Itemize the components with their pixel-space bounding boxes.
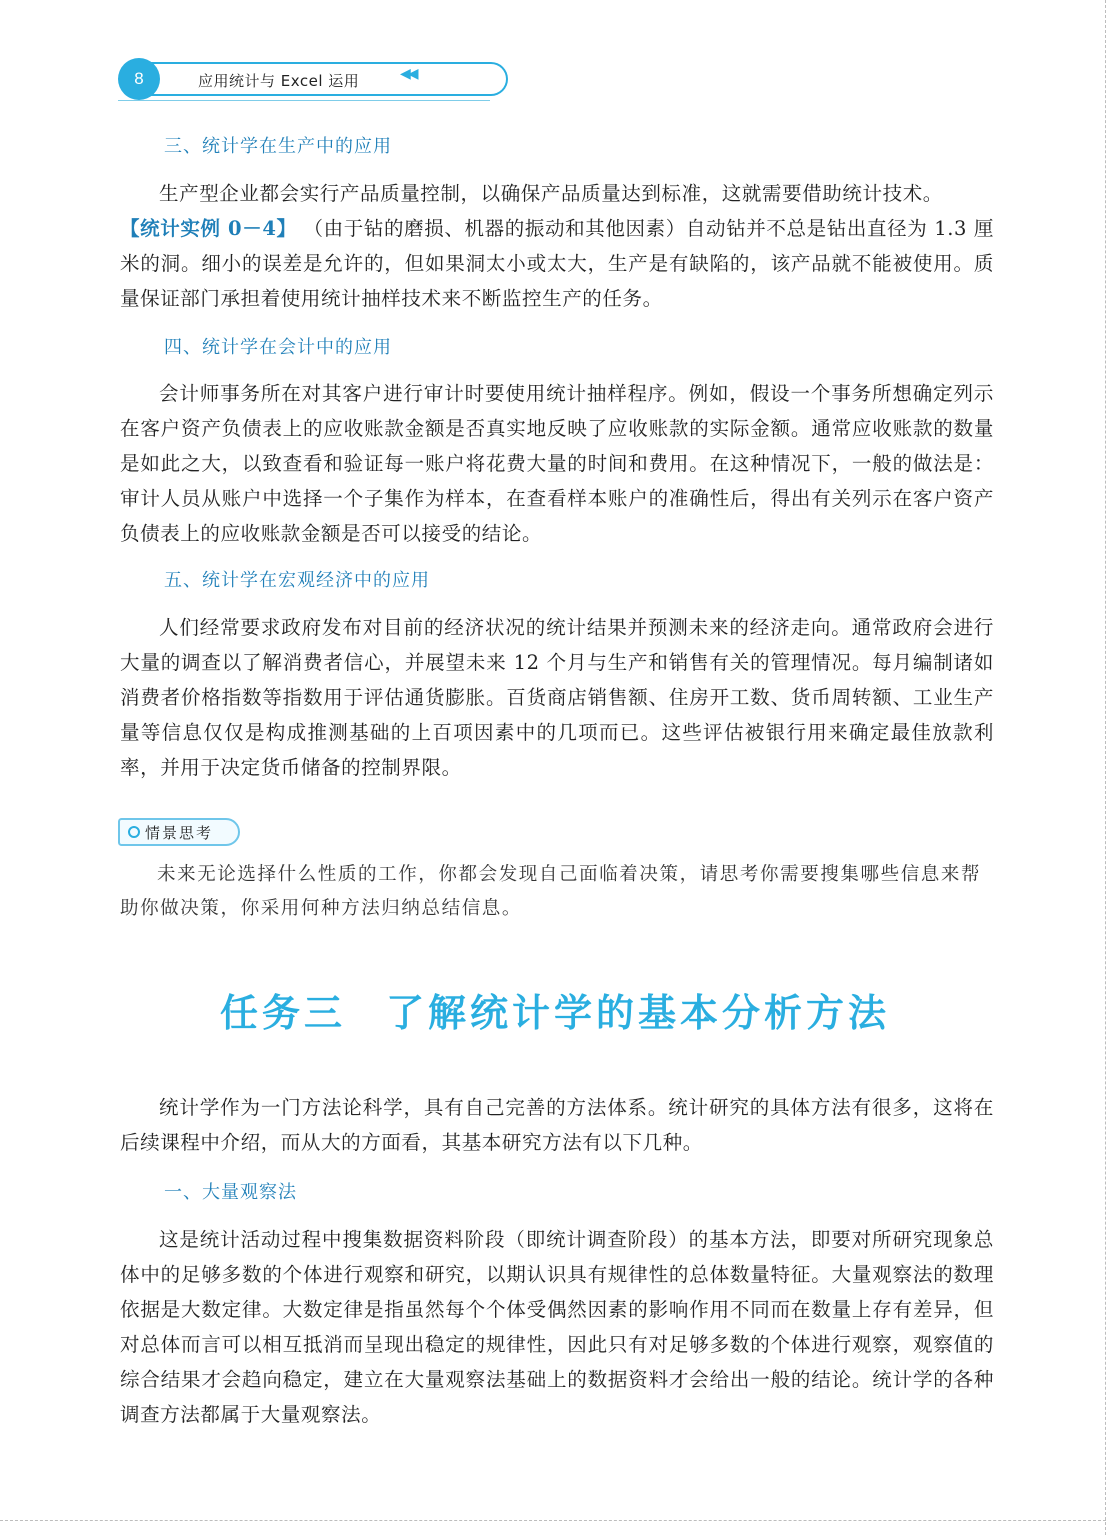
scenario-badge (118, 818, 240, 846)
page-edge-bottom (0, 1520, 1106, 1521)
section-heading-production: 三、统计学在生产中的应用 (164, 136, 392, 157)
paragraph-macroeconomy: 人们经常要求政府发布对目前的经济状况的统计结果并预测未来的经济走向。通常政府会进行大量的调查以了解消费者信心，并展望未来 12 个月与生产和销售有关的管理情况。每月编制诸如消费者价格指数等指数用于评估通货膨胀。百货商店销售额、住房开工数、货币周转额、工业生产量等信息仅仅是构成推测基础的上百项因素中的几项而已。这些评估被银行用来确定最佳放款利率，并用于决定货币储备的控制界限。 (120, 616, 994, 779)
header-arrow-icon: ◀◀ (400, 66, 416, 82)
book-title: 应用统计与 Excel 运用 (198, 72, 360, 90)
scenario-text: 未来无论选择什么性质的工作，你都会发现自己面临着决策，请思考你需要搜集哪些信息来帮助你做决策，你采用何种方法归纳总结信息。 (120, 864, 982, 919)
page-edge-right (1105, 0, 1106, 1535)
scenario-badge-label: 情景思考 (145, 823, 214, 842)
page-number: 8 (118, 58, 160, 100)
section-heading-accounting: 四、统计学在会计中的应用 (164, 337, 392, 358)
circle-bullet-icon (128, 826, 140, 838)
example-tag: 【统计实例 0－4】 (120, 217, 297, 240)
paragraph-production (120, 176, 994, 316)
example-text: （由于钻的磨损、机器的振动和其他因素）自动钻并不总是钻出直径为 1.3 厘米的洞。细小的误差是允许的，但如果洞太小或太大，生产是有缺陷的，该产品就不能被使用。质量保证部门承担着使用统计抽样技术来不断监控生产的任务。 (120, 217, 994, 310)
task-title (0, 982, 1110, 1037)
paragraph-production-text: 生产型企业都会实行产品质量控制，以确保产品质量达到标准，这就需要借助统计技术。 (159, 182, 943, 205)
header-rule (118, 100, 490, 101)
paragraph-accounting: 会计师事务所在对其客户进行审计时要使用统计抽样程序。例如，假设一个事务所想确定列示在客户资产负债表上的应收账款金额是否真实地反映了应收账款的实际金额。通常应收账款的数量是如此之大，以致查看和验证每一账户将花费大量的时间和费用。在这种情况下，一般的做法是：审计人员从账户中选择一个子集作为样本，在查看样本账户的准确性后，得出有关列示在客户资产负债表上的应收账款金额是否可以接受的结论。 (120, 382, 994, 545)
section-heading-mass-observation: 一、大量观察法 (164, 1182, 297, 1203)
task-label: 任务三 (219, 991, 346, 1035)
paragraph-mass-observation: 这是统计活动过程中搜集数据资料阶段（即统计调查阶段）的基本方法，即要对所研究现象总体中的足够多数的个体进行观察和研究，以期认识具有规律性的总体数量特征。大量观察法的数理依据是大数定律。大数定律是指虽然每个个体受偶然因素的影响作用不同而在数量上存有差异，但对总体而言可以相互抵消而呈现出稳定的规律性，因此只有对足够多数的个体进行观察，观察值的综合结果才会趋向稳定，建立在大量观察法基础上的数据资料才会给出一般的结论。统计学的各种调查方法都属于大量观察法。 (120, 1228, 994, 1426)
paragraph-methods-intro: 统计学作为一门方法论科学，具有自己完善的方法体系。统计研究的具体方法有很多，这将在后续课程中介绍，而从大的方面看，其基本研究方法有以下几种。 (120, 1096, 994, 1154)
task-name: 了解统计学的基本分析方法 (386, 991, 891, 1035)
section-heading-macroeconomy: 五、统计学在宏观经济中的应用 (164, 570, 430, 591)
